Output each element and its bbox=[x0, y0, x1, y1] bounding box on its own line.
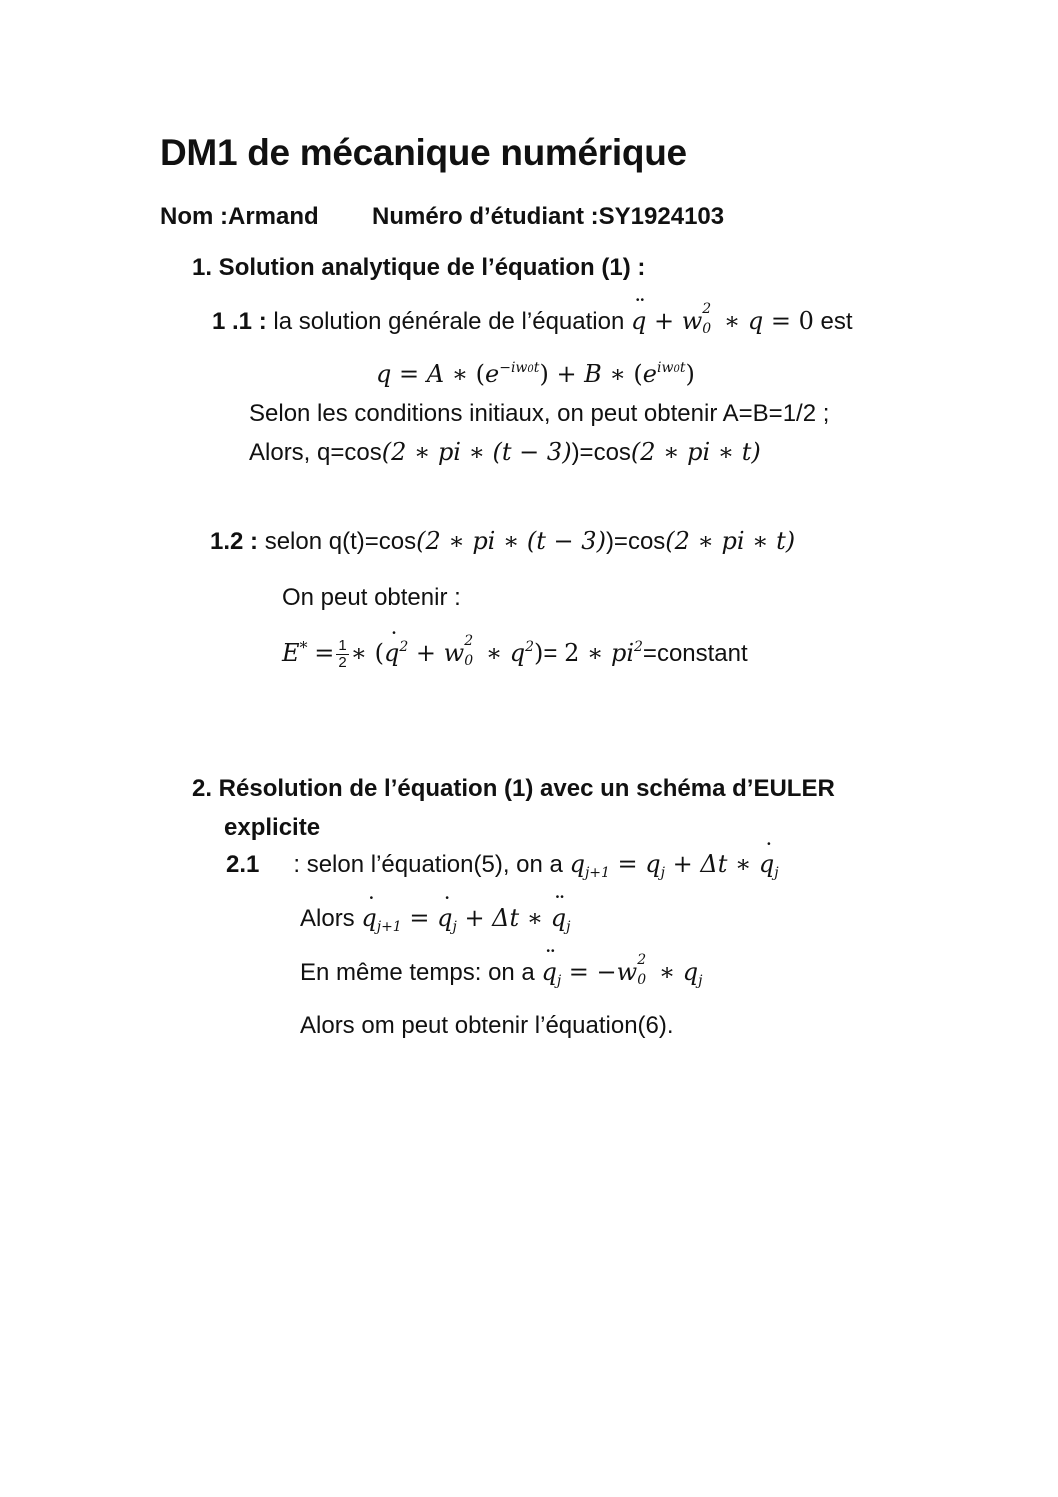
subsection-2-1-text: : selon l’équation(5), on a bbox=[293, 851, 570, 878]
alors-solution: Alors, q=cos(2 ∗ pi ∗ (t − 3))=cos(2 ∗ pi ∗ t) bbox=[249, 438, 761, 466]
en-meme-temps: En même temps: on a ¨ $q_j = -w$ 2 0 ∗ $q_j$ bbox=[300, 958, 702, 987]
initial-conditions-text: Selon les conditions initiaux, on peut obtenir A=B=1/2 ; bbox=[249, 400, 830, 427]
alors-om-text: Alors om peut obtenir l’équation(6). bbox=[300, 1012, 674, 1039]
subsection-1-2-label: 1.2 : bbox=[210, 528, 259, 555]
page-title: DM1 de mécanique numérique bbox=[160, 132, 687, 173]
subsection-1-2: 1.2 : selon q(t)=cos(2 ∗ pi ∗ (t − 3))=cos(2 ∗ pi ∗ t) bbox=[210, 527, 796, 555]
student-number: Numéro d’étudiant :SY1924103 bbox=[372, 203, 725, 230]
general-solution-equation: q = A ∗ $(e^{-iw0t}) + B$ ∗ $(e^{iw0t})$ bbox=[376, 360, 695, 388]
subsection-2-1: 2.1 : selon l’équation(5), on a $q_{j+1} = q_j + \Delta t$ ∗ ˙ $q_j$ bbox=[226, 850, 779, 879]
alors-velocity: Alors ˙ $q_{j+1}$ = ˙ $q_j + \Delta t$ ∗ ¨ $q_j$ bbox=[300, 904, 570, 933]
subsection-1-1-text: la solution générale de l’équation bbox=[266, 308, 631, 335]
equation-harmonic: ¨ q + w 2 0 ∗ q = 0 bbox=[631, 307, 814, 335]
section-2-heading-line2: explicite bbox=[224, 814, 321, 841]
subsection-1-1-end: est bbox=[813, 308, 853, 335]
en-meme-temps-prefix: En même temps: on a bbox=[300, 959, 542, 986]
subsection-1-1-label: 1 .1 : bbox=[212, 308, 267, 335]
alors-prefix: Alors, q=cos bbox=[249, 439, 382, 466]
section-2-heading-line1: 2. Résolution de l’équation (1) avec un schéma d’EULER bbox=[192, 775, 835, 802]
student-name: Nom :Armand bbox=[160, 203, 319, 230]
subsection-1-1 bbox=[212, 301, 853, 337]
energy-equation: E* = $\frac{1}{2}$ ∗ (˙ $q^2 + w$ 2 0 ∗ $q^2)= 2$ ∗ $pi^2=constant$ bbox=[282, 638, 748, 671]
alors-velocity-prefix: Alors bbox=[300, 905, 362, 932]
subsection-1-2-text: selon q(t)=cos bbox=[258, 528, 417, 555]
section-1-heading: 1. Solution analytique de l’équation (1) : bbox=[192, 254, 646, 281]
section-2-heading bbox=[192, 775, 835, 803]
on-peut-obtenir: On peut obtenir : bbox=[282, 584, 461, 611]
subsection-2-1-label: 2.1 bbox=[226, 851, 260, 878]
